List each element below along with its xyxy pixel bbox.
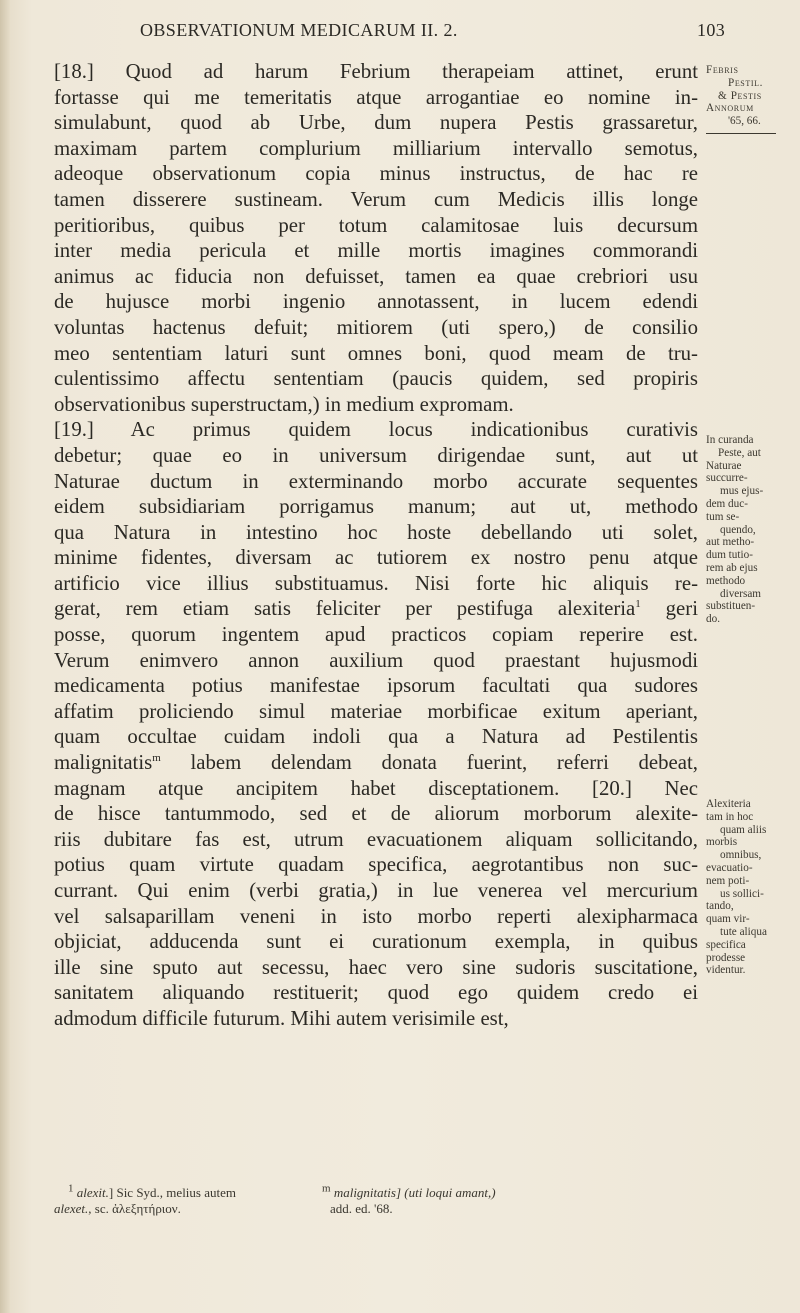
text-line: posse, quorum ingentem apud practicos copiam reperire est. — [54, 623, 698, 647]
margin-line: us sollici- — [720, 887, 764, 900]
text-line: currant. Qui enim (verbi gratia,) in lue venerea vel mercurium — [54, 879, 698, 902]
text-line: affatim proliciendo simul materiae morbificae exitum aperiant, — [54, 699, 698, 723]
text-line: animus ac fiducia non defuisset, tamen ea quae crebriori usu — [54, 264, 698, 288]
text-line: observationibus superstructam,) in medium expromam. — [54, 392, 514, 416]
text-line: sanitatem aliquando restituerit; quod ego quidem credo ei — [54, 981, 698, 1005]
margin-line: prodesse — [706, 951, 746, 964]
body-text — [54, 59, 698, 1032]
margin-line: tam in hoc — [706, 810, 754, 823]
margin-line: '65, 66. — [728, 115, 761, 128]
margin-rule — [706, 133, 776, 134]
margin-line: quam aliis — [720, 823, 767, 836]
footnote-text: , sc. ἀλεξητήριον. — [88, 1201, 181, 1216]
margin-line: In curanda — [706, 434, 754, 446]
text-line: artificio vice illius substituamus. Nisi forte hic aliquis re- — [54, 571, 698, 595]
text-line: voluntas hactenus defuit; mitiorem (uti spero,) de consilio — [54, 315, 698, 339]
text-line: simulabunt, quod ab Urbe, dum nupera Pestis grassaretur, — [54, 111, 698, 135]
text-line: debetur; quae eo in universum dirigendae sunt, aut ut — [54, 443, 698, 467]
margin-line: Annorum — [706, 102, 754, 115]
footnote-text: ] Sic Syd., melius autem — [108, 1185, 236, 1200]
footnote-lemma: alexit. — [76, 1185, 109, 1200]
margin-line: tum se- — [706, 510, 740, 523]
footnote-text: ] (uti loqui amant,) — [395, 1185, 496, 1200]
margin-line: Alexiteria — [706, 798, 751, 810]
margin-note-alexiteria — [706, 798, 796, 977]
footnote-marker: m — [322, 1182, 331, 1195]
text-line: minime fidentes, diversam ac tutiorem ex nostro penu atque — [54, 546, 698, 570]
margin-line: specifica — [706, 938, 746, 951]
text-line: culentissimo affectu sententiam (paucis quidem, sed propiris — [54, 367, 698, 391]
book-spine-shadow — [0, 0, 10, 1313]
text-line: eidem subsidiariam porrigamus manum; aut ut, methodo — [54, 495, 698, 519]
text-run: geri — [640, 597, 698, 621]
margin-line: do. — [706, 613, 720, 626]
text-line — [54, 596, 698, 622]
margin-line: Pestil. — [728, 76, 763, 89]
footnote-text: add. ed. '68. — [330, 1201, 393, 1216]
text-run: malignitatis — [54, 751, 153, 775]
margin-line: Peste, aut — [718, 446, 761, 459]
text-line: maximam partem complurium milliarium intervallo semotus, — [54, 136, 698, 160]
text-line: fortasse qui me temeritatis atque arrogantiae eo nomine in- — [54, 85, 698, 109]
margin-line: nem poti- — [706, 874, 750, 887]
text-line: Naturae ductum in exterminando morbo accurate sequentes — [54, 469, 698, 493]
text-line: admodum difficile futurum. Mihi autem verisimile est, — [54, 1006, 509, 1030]
margin-line: morbis — [706, 836, 738, 849]
margin-line: tando, — [706, 900, 734, 913]
margin-line: aut metho- — [706, 536, 755, 549]
text-line: riis dubitare fas est, utrum evacuationem aliquam sollicitando, — [54, 827, 698, 851]
margin-line: succurre- — [706, 472, 748, 485]
footnote-lemma: alexet. — [54, 1201, 89, 1216]
margin-line: rem ab ejus — [706, 561, 758, 574]
text-line — [54, 750, 698, 776]
text-line: ille sine sputo aut secessu, haec vero sine sudoris suscitatione, — [54, 955, 698, 979]
margin-line: & Pestis — [718, 89, 762, 102]
margin-note-curanda — [706, 434, 796, 626]
text-line: peritioribus, quibus per totum calamitosae luis decursum — [54, 213, 698, 237]
footnote-ref: m — [152, 752, 161, 765]
text-line: tamen disserere sustineam. Verum cum Medicis illis longe — [54, 187, 698, 211]
footnote-m-line-2 — [330, 1201, 393, 1217]
margin-line: dum tutio- — [706, 549, 753, 562]
margin-line: omnibus, — [720, 849, 762, 862]
text-line: objiciat, adducenda sunt ei curationum exempla, in quibus — [54, 930, 698, 954]
margin-line: videntur. — [706, 964, 746, 977]
margin-line: quam vir- — [706, 913, 750, 926]
footnote-1 — [68, 1182, 236, 1201]
text-line: meo sententiam laturi sunt omnes boni, quod meam de tru- — [54, 341, 698, 365]
footnote-m — [322, 1182, 496, 1201]
text-line: adeoque observationum copia minus instructus, de hac re — [54, 162, 698, 186]
text-line: de hisce tantummodo, sed et de aliorum morborum alexite- — [54, 802, 698, 826]
margin-note-febris — [706, 64, 796, 134]
text-line: vel salsaparillam veneni in isto morbo reperti alexipharmaca — [54, 904, 698, 928]
text-line: medicamenta potius manifestae ipsorum facultati qua sudores — [54, 674, 698, 698]
margin-line: mus ejus- — [720, 485, 764, 498]
page-number: 103 — [697, 20, 726, 40]
text-line: [18.] Quod ad harum Febrium therapeiam attinet, erunt — [54, 60, 698, 83]
margin-line: quendo, — [720, 523, 756, 536]
text-line: de hujusce morbi ingenio annotassent, in lucem edendi — [54, 290, 698, 314]
text-line: inter media pericula et mille mortis imagines commorandi — [54, 239, 698, 263]
margin-line: substituen- — [706, 600, 756, 613]
text-run: labem delendam donata fuerint, referri debeat, — [160, 751, 698, 775]
text-line: magnam atque ancipitem habet disceptationem. [20.] Nec — [54, 776, 698, 800]
footnote-ref: 1 — [635, 598, 641, 611]
margin-line: Febris — [706, 64, 739, 76]
running-title: OBSERVATIONUM MEDICARUM II. 2. — [140, 20, 458, 40]
footnote-marker: 1 — [68, 1182, 74, 1195]
text-line: [19.] Ac primus quidem locus indicationibus curativis — [54, 418, 698, 442]
text-line: quam occultae cuidam indoli qua a Natura ad Pestilentis — [54, 725, 698, 749]
page-header — [0, 20, 800, 50]
text-run: gerat, rem etiam satis feliciter per pestifuga alexiteria — [54, 597, 636, 621]
margin-line: dem duc- — [706, 497, 748, 510]
footnote-1-line-2 — [54, 1201, 181, 1217]
margin-line: evacuatio- — [706, 861, 753, 874]
margin-line: tute aliqua — [720, 925, 767, 938]
text-line: potius quam virtute quadam specifica, aegrotantibus non suc- — [54, 853, 698, 877]
margin-line: diversam — [720, 587, 762, 600]
text-line: qua Natura in intestino hoc hoste debellando uti solet, — [54, 520, 698, 544]
margin-line: methodo — [706, 574, 746, 587]
text-line: Verum enimvero annon auxilium quod praestant hujusmodi — [54, 648, 698, 672]
footnote-lemma: malignitatis — [333, 1185, 396, 1200]
margin-line: Naturae — [706, 459, 742, 472]
